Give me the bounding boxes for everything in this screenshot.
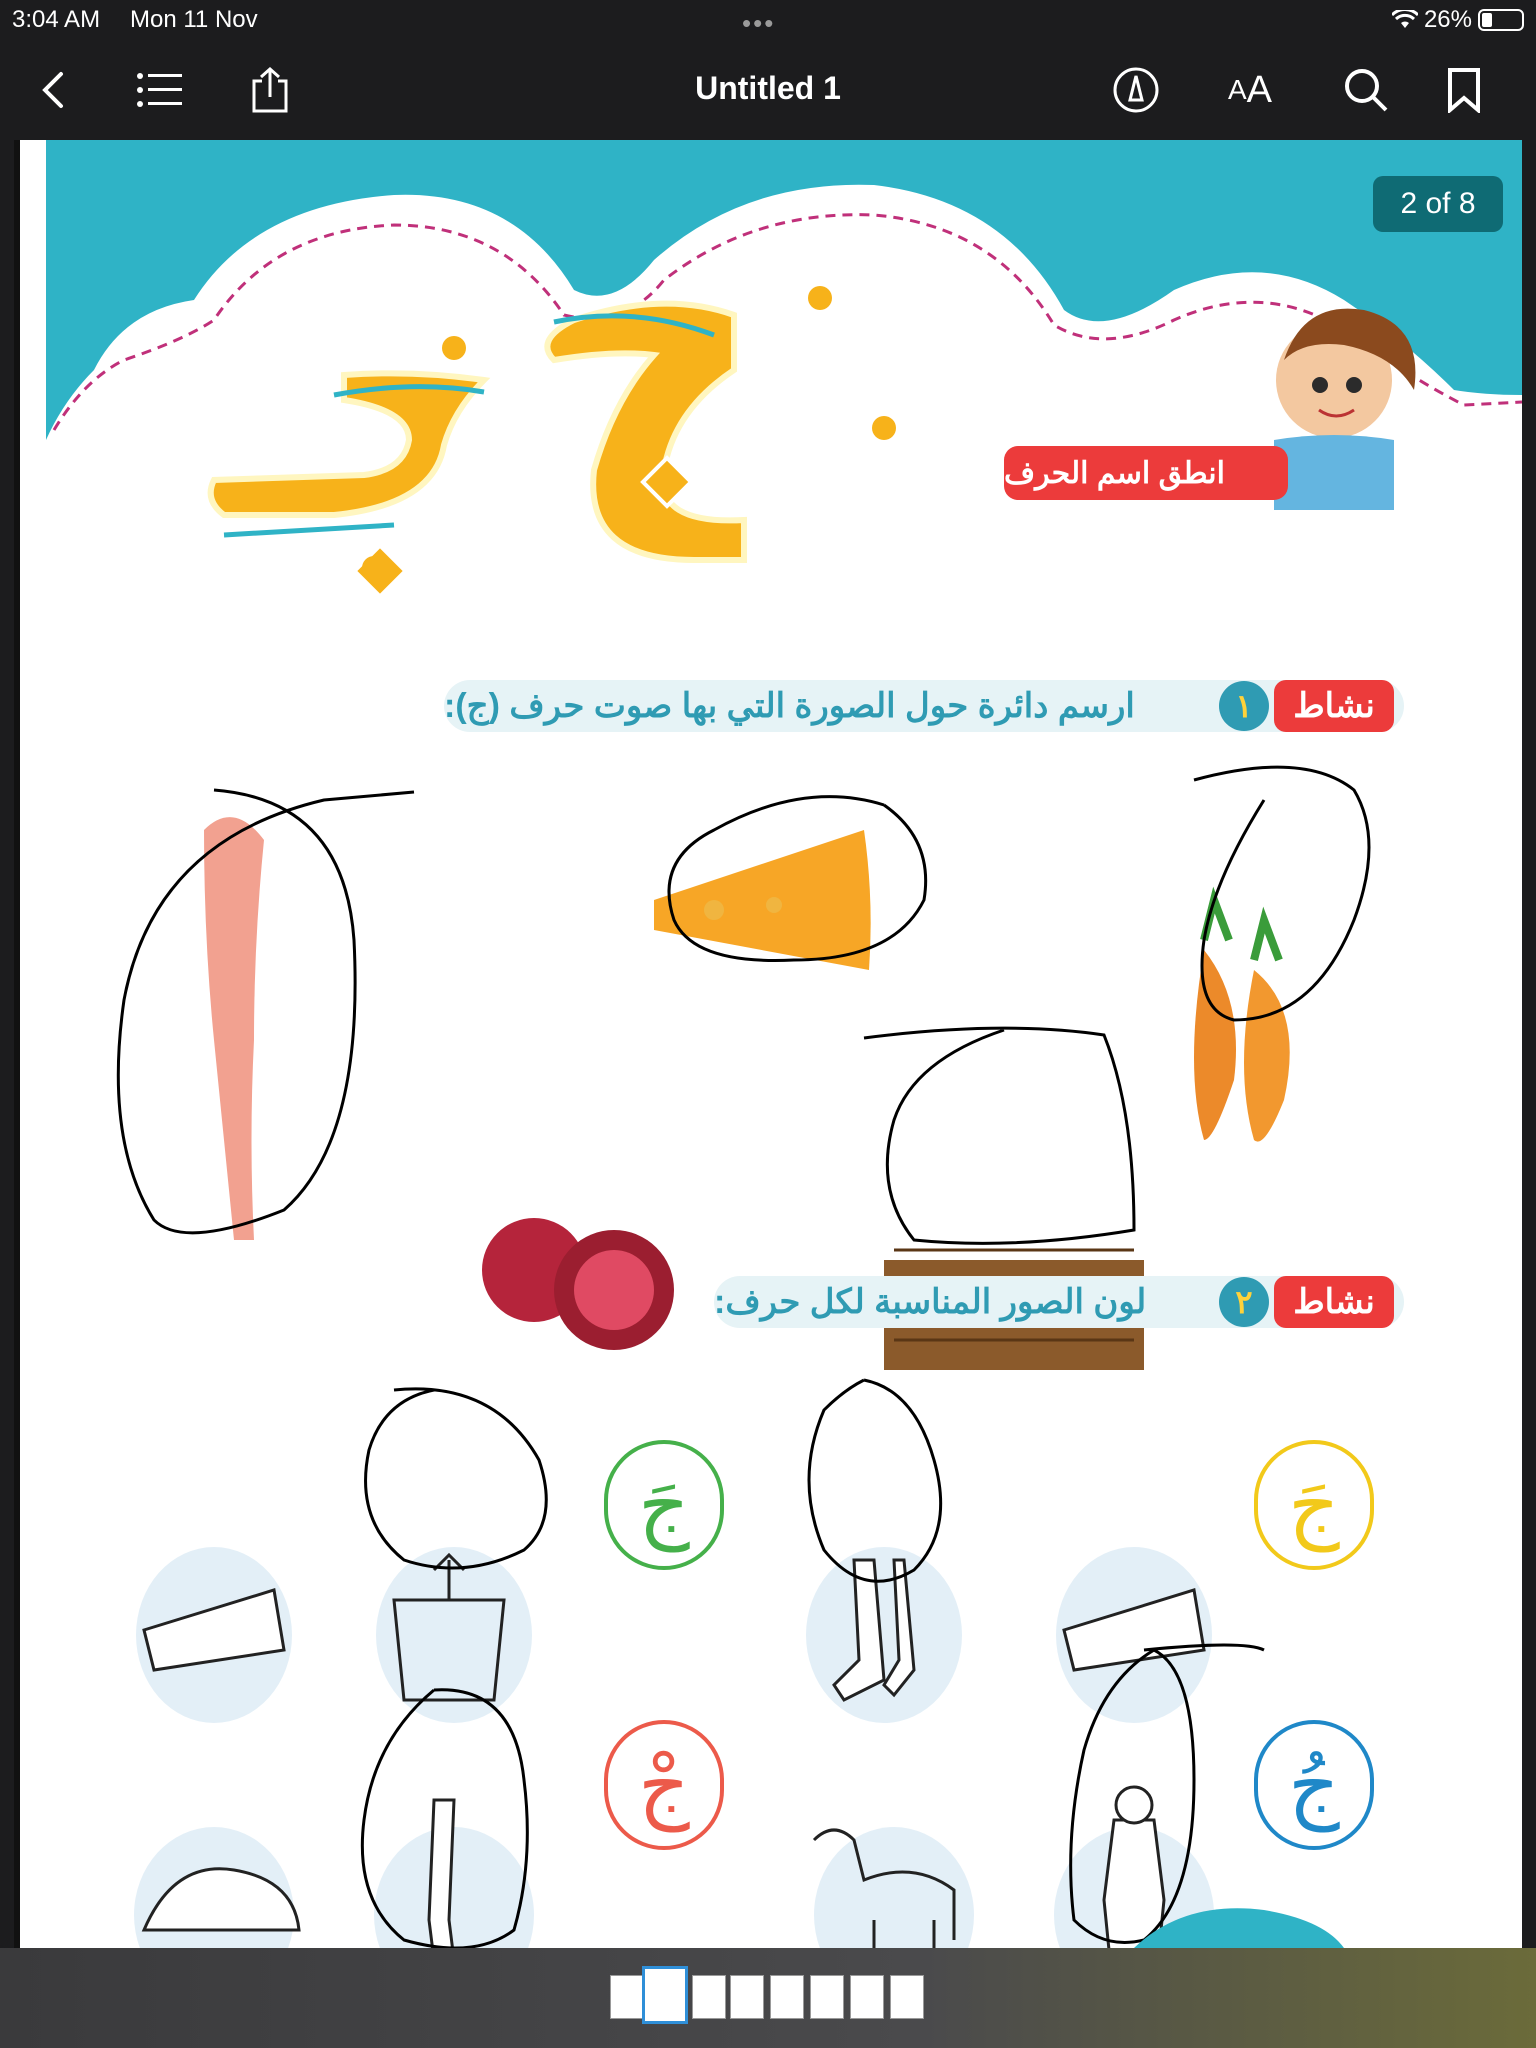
markup-pen-icon[interactable]: [1106, 60, 1166, 120]
wifi-icon: [1392, 10, 1418, 30]
top-toolbar: [0, 40, 1536, 140]
activity1-badge: نشاط: [1274, 680, 1394, 732]
activity1-title: ارسم دائرة حول الصورة التي بها صوت حرف (ج):: [444, 680, 1404, 732]
worksheet-artwork: [14, 140, 1522, 1948]
status-right: [1392, 6, 1524, 34]
page-thumbnail[interactable]: [730, 1975, 764, 2019]
status-date: Mon 11 Nov: [130, 6, 258, 33]
activity1-number: ١: [1219, 681, 1269, 731]
search-icon[interactable]: [1336, 60, 1396, 120]
document-title: Untitled 1: [695, 70, 841, 106]
page-thumbnail[interactable]: [770, 1975, 804, 2019]
status-time: 3:04 AM: [12, 6, 101, 33]
page-thumbnail[interactable]: [850, 1975, 884, 2019]
page-thumbnail[interactable]: [610, 1975, 644, 2019]
battery-percent: 26%: [1423, 6, 1472, 33]
letter-circle-green: جَ: [604, 1440, 724, 1570]
bookmark-icon[interactable]: [1434, 60, 1494, 120]
activity2-badge: نشاط: [1274, 1276, 1394, 1328]
page-indicator: 2 of 8: [1373, 176, 1503, 232]
status-bar: [0, 0, 1536, 40]
multitasking-dots-icon[interactable]: •••: [742, 8, 776, 38]
worksheet-page: [14, 140, 1522, 1948]
activity2-number: ٢: [1219, 1277, 1269, 1327]
page-thumbnail[interactable]: [692, 1975, 726, 2019]
pronounce-letter-label: انطق اسم الحرف: [1004, 446, 1288, 500]
page-thumbnail[interactable]: [890, 1975, 924, 2019]
letter-circle-blue: جُ: [1254, 1720, 1374, 1850]
letter-circle-yellow: جَ: [1254, 1440, 1374, 1570]
page-thumbnail[interactable]: [810, 1975, 844, 2019]
thumbnail-strip: [0, 1948, 1536, 2048]
text-size-icon[interactable]: A A: [1227, 68, 1273, 111]
battery-icon: [1478, 9, 1524, 31]
activity2-title: لون الصور المناسبة لكل حرف:: [714, 1276, 1404, 1328]
page-thumbnail-current[interactable]: [642, 1966, 688, 2024]
letter-circle-red: جْ: [604, 1720, 724, 1850]
